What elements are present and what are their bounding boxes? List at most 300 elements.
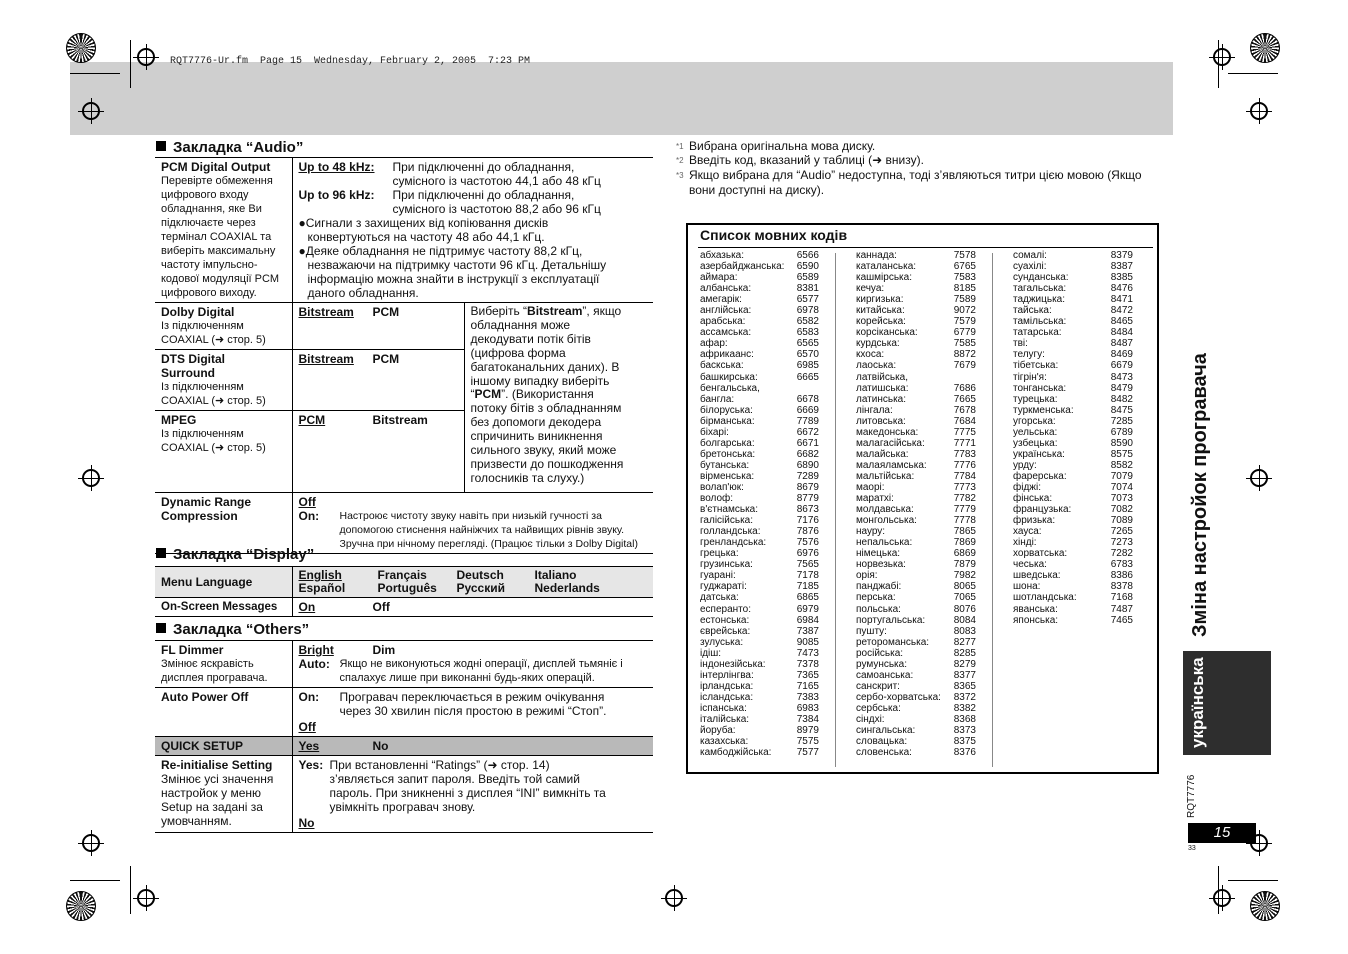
crop-mark (130, 40, 131, 88)
option-pcm[interactable]: PCM (298, 413, 326, 427)
language-code: 8471 (1110, 294, 1133, 306)
language-name: орія: (856, 570, 878, 582)
language-code: 7282 (1110, 548, 1133, 560)
language-code: 8277 (953, 636, 976, 648)
language-code: 8368 (953, 713, 976, 725)
language-code-entry (700, 294, 819, 305)
bitstream-note: Виберіть “Bitstream”, якщо обладнання може декодувати потік бітів (цифрова форма багатоканальних даних). В іншому випадку виберіть “PCM”. (Використання потоку бітів з обладнанням без допомоги декодера спричинить виникнення сильного звуку, який може призвести до пошкодження голосників та слуху.) (464, 303, 653, 493)
option-bitstream[interactable]: Bitstream (298, 352, 354, 366)
crosshair-icon (665, 889, 683, 907)
language-code-entry (856, 394, 976, 405)
language-code: 7265 (1110, 526, 1133, 538)
language-code-entry (700, 261, 819, 272)
language-code: 6789 (1110, 426, 1133, 438)
language-code: 6976 (796, 548, 819, 560)
side-section-title: Зміна настройок програвача (1189, 353, 1211, 637)
square-bullet-icon (156, 623, 166, 633)
language-code: 8590 (1110, 437, 1133, 449)
language-name: корейська: (856, 316, 906, 328)
language-code-entry (700, 670, 819, 681)
language-code: 6671 (796, 437, 819, 449)
language-code: 7879 (953, 559, 976, 571)
language-name: кхоса: (856, 349, 885, 361)
table-row (155, 688, 653, 737)
language-name: тайська: (1013, 305, 1052, 317)
language-name: амегарік: (700, 294, 742, 306)
option-no[interactable]: No (298, 816, 315, 830)
language-name: волоф: (700, 493, 734, 505)
language-name: узбецька: (1013, 437, 1058, 449)
language-name: сіндхі: (856, 713, 885, 725)
language-code: 7082 (1110, 504, 1133, 516)
language-code-entry (700, 626, 819, 637)
language-code-entry (856, 294, 976, 305)
quick-setup-options (292, 737, 653, 756)
option-deutsch[interactable]: Deutsch (456, 568, 504, 582)
language-code: 6779 (953, 327, 976, 339)
option-auto[interactable]: Auto: (298, 657, 330, 671)
language-code: 6890 (796, 459, 819, 471)
registration-rose-icon (66, 33, 96, 63)
language-code: 8285 (953, 647, 976, 659)
language-code-entry (1013, 272, 1133, 283)
crop-mark (130, 866, 131, 914)
option-off[interactable]: Off (298, 720, 316, 734)
language-code: 7073 (1110, 493, 1133, 505)
option-nederlands[interactable]: Nederlands (534, 581, 600, 595)
fl-dimmer-label: FL Dimmer Змінює яскравість дисплея програвача. (155, 641, 292, 688)
mpeg-options (292, 411, 464, 493)
display-section-title: Закладка “Display” (156, 546, 314, 563)
language-name: афар: (700, 338, 728, 350)
footnote-2: *2 Введіть код, вказаний у таблиці (➜ внизу). (676, 153, 924, 167)
language-code: 8373 (953, 725, 976, 737)
language-name: яванська: (1013, 603, 1058, 615)
language-code: 7578 (953, 250, 976, 261)
language-name: латишська: (856, 382, 909, 394)
language-name: санскрит: (856, 680, 900, 692)
osm-options (292, 598, 653, 617)
option-espanol[interactable]: Español (298, 581, 346, 595)
language-code-entry (856, 416, 976, 427)
language-code-entry (1013, 250, 1133, 261)
language-code-entry (1013, 438, 1133, 449)
language-code: 8185 (953, 283, 976, 295)
language-code-entry (1013, 460, 1133, 471)
language-code-entry (1013, 581, 1133, 592)
divider (992, 253, 993, 767)
language-code: 8377 (953, 669, 976, 681)
language-code: 7782 (953, 493, 976, 505)
table-row (155, 598, 653, 617)
option-on[interactable]: On: (298, 509, 320, 523)
language-name: арабська: (700, 316, 746, 328)
language-code: 8387 (1110, 261, 1133, 273)
language-code-entry (700, 427, 819, 438)
others-settings-table (155, 640, 653, 833)
language-name: естонська: (700, 614, 750, 626)
language-name: хауса: (1013, 526, 1042, 538)
language-name: ідіш: (700, 647, 722, 659)
language-code-entry (1013, 570, 1133, 581)
language-code-entry (700, 747, 819, 758)
language-code-entry (1013, 493, 1133, 504)
language-code-entry (1013, 482, 1133, 493)
language-code-entry (1013, 349, 1133, 360)
option-no[interactable]: No (372, 739, 389, 753)
language-code-entry (856, 372, 976, 383)
small-page-code: 33 (1188, 845, 1196, 852)
crop-mark (70, 880, 120, 881)
language-name: тібетська: (1013, 360, 1059, 372)
language-name: самоанська: (856, 669, 914, 681)
language-name: лаоська: (856, 360, 897, 372)
code-column-3 (1013, 250, 1133, 626)
language-name: бенгальська, (700, 382, 760, 394)
language-name: науру: (856, 526, 886, 538)
language-code: 8575 (1110, 448, 1133, 460)
option-portugues[interactable]: Português (377, 581, 437, 595)
crop-mark (1218, 40, 1219, 88)
language-code-entry (856, 637, 976, 648)
language-name: тамільська: (1013, 316, 1067, 328)
crosshair-icon (137, 48, 155, 66)
language-code-entry (1013, 592, 1133, 603)
language-code-entry (700, 471, 819, 482)
audio-section-title: Закладка “Audio” (156, 139, 303, 156)
language-code-entry (856, 405, 976, 416)
language-name: пушту: (856, 625, 887, 637)
language-name: єврейська: (700, 625, 751, 637)
language-code-entry (700, 681, 819, 692)
option-up-to-48[interactable]: Up to 48 kHz: (298, 160, 375, 174)
language-code-entry (1013, 383, 1133, 394)
option-off[interactable]: Off (298, 495, 316, 509)
language-code: 7089 (1110, 515, 1133, 527)
language-name: ассамська: (700, 327, 752, 339)
language-name: словенська: (856, 747, 912, 759)
option-yes[interactable]: Yes (298, 739, 320, 753)
language-code-entry (1013, 615, 1133, 626)
crop-mark (1228, 73, 1278, 74)
language-name: молдавська: (856, 504, 914, 516)
language-code-entry (856, 736, 976, 747)
language-name: малаяламська: (856, 459, 927, 471)
language-code-entry (856, 626, 976, 637)
language-code: 8475 (1110, 404, 1133, 416)
language-code: 8487 (1110, 338, 1133, 350)
language-code: 7185 (796, 581, 819, 593)
crosshair-icon (1250, 469, 1268, 487)
page-number: 15 (1188, 823, 1256, 843)
option-up-to-96[interactable]: Up to 96 kHz: (298, 188, 375, 202)
language-code: 8372 (953, 691, 976, 703)
option-dim[interactable]: Dim (372, 643, 396, 657)
language-code: 7579 (953, 316, 976, 328)
language-name: гуарані: (700, 570, 736, 582)
language-code-entry (856, 604, 976, 615)
language-code: 8065 (953, 581, 976, 593)
language-code: 6679 (1110, 360, 1133, 372)
language-code-entry (700, 725, 819, 736)
language-code: 7771 (953, 437, 976, 449)
language-name: японська: (1013, 614, 1059, 626)
language-name: українська: (1013, 448, 1065, 460)
language-code-entry (856, 537, 976, 548)
language-code: 7776 (953, 459, 976, 471)
language-code-entry (856, 515, 976, 526)
option-pcm[interactable]: PCM (372, 305, 400, 319)
dts-options (292, 350, 464, 411)
language-code-entry (1013, 416, 1133, 427)
code-column-1 (700, 250, 819, 758)
language-name: гренландська: (700, 537, 767, 549)
language-code-entry (856, 427, 976, 438)
option-off[interactable]: Off (372, 600, 390, 614)
language-code-entry (700, 327, 819, 338)
language-name: башкирська: (700, 371, 758, 383)
language-code: 7686 (953, 382, 976, 394)
language-code: 7074 (1110, 481, 1133, 493)
option-bitstream[interactable]: Bitstream (298, 305, 354, 319)
language-name: курдська: (856, 338, 900, 350)
language-code: 7378 (796, 658, 819, 670)
language-name: латинська: (856, 393, 907, 405)
table-row (155, 641, 653, 688)
language-name: турецька: (1013, 393, 1058, 405)
language-code-entry (1013, 360, 1133, 371)
language-name: татарська: (1013, 327, 1062, 339)
language-code-entry (856, 250, 976, 261)
language-code: 7982 (953, 570, 976, 582)
reinit-options: Yes: При встановленні “Ratings” (➜ стор. 14) з’являється запит пароля. Введіть той самий пароль. При зникненні з дисплея “INI” вимкніть та увімкніть програвач знову. No (292, 756, 653, 833)
language-name: угорська: (1013, 415, 1056, 427)
language-code: 7285 (1110, 415, 1133, 427)
language-code-entry (856, 283, 976, 294)
language-code: 6979 (796, 603, 819, 615)
language-code-entry (856, 659, 976, 670)
language-code-entry (700, 581, 819, 592)
language-name: тві: (1013, 338, 1028, 350)
language-name: галісійська: (700, 515, 753, 527)
language-code-entry (700, 493, 819, 504)
language-name: німецька: (856, 548, 901, 560)
mpeg-label: MPEG Із підключенням COAXIAL (➜ стор. 5) (155, 411, 292, 493)
language-code: 6665 (796, 371, 819, 383)
language-code-entry (1013, 537, 1133, 548)
code-column-2 (856, 250, 976, 758)
language-code-entry (856, 548, 976, 559)
language-code-entry (700, 438, 819, 449)
language-code: 8375 (953, 736, 976, 748)
language-code: 7583 (953, 272, 976, 284)
language-name: словацька: (856, 736, 908, 748)
language-name: каталанська: (856, 261, 917, 273)
language-code-entry (700, 272, 819, 283)
language-name: англійська: (700, 305, 752, 317)
language-code-entry (700, 383, 819, 394)
language-code: 8084 (953, 614, 976, 626)
audio-settings-table (155, 157, 653, 554)
language-name: італійська: (700, 713, 750, 725)
language-code-entry (1013, 283, 1133, 294)
language-code-entry (856, 504, 976, 515)
language-name: мальтійська: (856, 470, 915, 482)
language-code-entry (856, 670, 976, 681)
language-name: абхазька: (700, 250, 745, 261)
language-code: 7775 (953, 426, 976, 438)
language-code-entry (856, 438, 976, 449)
language-code: 8872 (953, 349, 976, 361)
option-russian[interactable]: Русский (456, 581, 505, 595)
language-code-entry (700, 349, 819, 360)
language-name: каннада: (856, 250, 897, 261)
language-code-entry (856, 615, 976, 626)
language-code-entry (700, 703, 819, 714)
option-francais[interactable]: Français (377, 568, 427, 582)
crop-mark (70, 73, 120, 74)
language-code: 8469 (1110, 349, 1133, 361)
option-english[interactable]: English (298, 568, 342, 582)
option-on[interactable]: On: (298, 690, 320, 704)
language-code: 7065 (953, 592, 976, 604)
model-code: RQT7776 (1186, 774, 1197, 818)
language-code: 8381 (796, 283, 819, 295)
header-banner (70, 62, 1173, 135)
language-name: лінгала: (856, 404, 893, 416)
language-code-entry (856, 449, 976, 460)
language-code: 6765 (953, 261, 976, 273)
language-code: 8476 (1110, 283, 1133, 295)
language-code-entry (700, 659, 819, 670)
language-name: малайська: (856, 448, 909, 460)
language-code-entry (856, 261, 976, 272)
language-code-entry (1013, 515, 1133, 526)
language-code-entry (1013, 548, 1133, 559)
language-name: сербо-хорватська: (856, 691, 941, 703)
language-code: 9085 (796, 636, 819, 648)
language-code-entry (700, 504, 819, 515)
language-code: 6590 (796, 261, 819, 273)
language-code: 6678 (796, 393, 819, 405)
language-code-entry (856, 327, 976, 338)
language-name: шведська: (1013, 570, 1061, 582)
language-name: фіджі: (1013, 481, 1041, 493)
language-name: датська: (700, 592, 739, 604)
language-code-entry (1013, 372, 1133, 383)
language-name: латвійська, (856, 371, 909, 383)
language-code-entry (1013, 327, 1133, 338)
pcm-options: Up to 48 kHz: При підключенні до обладнання, сумісного із частотою 44,1 або 48 кГц Up to 96 kHz: При підключенні до обладнання, сумісного із частотою 88,2 або 96 кГц ●Сигнали з захищених від копіювання дисків конвертуються на частоту 48 або 44,1 кГц. ●Деяке обладнання не підтримує частоту 88,2 кГц, незважаючи на підтримку частоти 96 кГц. Детальнішу інформацію можна знайти в інструкції з експлуатації даного обладнання. (292, 158, 653, 303)
language-code: 8465 (1110, 316, 1133, 328)
language-name: грузинська: (700, 559, 753, 571)
language-code: 6589 (796, 272, 819, 284)
crosshair-icon (82, 102, 100, 120)
display-settings-table (155, 566, 653, 617)
language-code: 7577 (796, 747, 819, 759)
language-code: 7289 (796, 470, 819, 482)
language-code-entry (856, 316, 976, 327)
option-bitstream[interactable]: Bitstream (372, 413, 428, 427)
language-code-entry (856, 559, 976, 570)
language-code-entry (700, 338, 819, 349)
language-code: 7473 (796, 647, 819, 659)
language-code: 6672 (796, 426, 819, 438)
language-code: 7178 (796, 570, 819, 582)
language-name: таджицька: (1013, 294, 1066, 306)
language-code-entry (856, 305, 976, 316)
crosshair-icon (82, 469, 100, 487)
language-code-entry (700, 250, 819, 261)
option-on[interactable]: On (298, 600, 316, 614)
crosshair-icon (82, 834, 100, 852)
language-code-entry (1013, 559, 1133, 570)
language-name: шона: (1013, 581, 1041, 593)
language-code-entry (856, 581, 976, 592)
language-name: монгольська: (856, 515, 917, 527)
language-code-entry (700, 372, 819, 383)
language-code-entry (700, 316, 819, 327)
language-code-entry (1013, 449, 1133, 460)
quick-setup-label: QUICK SETUP (155, 737, 292, 756)
language-code: 7678 (953, 404, 976, 416)
language-code: 6978 (796, 305, 819, 317)
language-code-entry (700, 570, 819, 581)
language-code-entry (700, 482, 819, 493)
language-code: 6783 (1110, 559, 1133, 571)
language-code-entry (1013, 427, 1133, 438)
crop-mark (1218, 866, 1219, 914)
language-name: зулуська: (700, 636, 744, 648)
option-italiano[interactable]: Italiano (534, 568, 577, 582)
language-name: бангла: (700, 393, 735, 405)
language-name: маорі: (856, 481, 885, 493)
language-name: гуджараті: (700, 581, 747, 593)
language-code: 7779 (953, 504, 976, 516)
language-code-entry (700, 692, 819, 703)
language-name: інтерлінгва: (700, 669, 754, 681)
option-bright[interactable]: Bright (298, 643, 334, 657)
language-name: тонганська: (1013, 382, 1067, 394)
language-name: литовська: (856, 415, 906, 427)
language-name: болгарська: (700, 437, 755, 449)
language-name: фарерська: (1013, 470, 1067, 482)
language-code: 7783 (953, 448, 976, 460)
option-yes[interactable]: Yes: (298, 758, 324, 772)
language-name: біхарі: (700, 426, 729, 438)
language-code-entry (856, 747, 976, 758)
language-code-entry (1013, 294, 1133, 305)
language-code: 7387 (796, 625, 819, 637)
menu-language-label: Menu Language (155, 567, 292, 598)
option-pcm[interactable]: PCM (372, 352, 400, 366)
language-name: корсіканська: (856, 327, 918, 339)
language-code-entry (856, 272, 976, 283)
language-code: 7865 (953, 526, 976, 538)
pcm-note-1: ●Сигнали з захищених від копіювання дисків конвертуються на частоту 48 або 44,1 кГц. (298, 216, 549, 244)
language-code: 7273 (1110, 537, 1133, 549)
language-name: бутанська: (700, 459, 750, 471)
language-code-entry (856, 383, 976, 394)
language-code: 7585 (953, 338, 976, 350)
language-code: 8472 (1110, 305, 1133, 317)
table-row (155, 303, 653, 350)
language-code-entry (1013, 405, 1133, 416)
language-code: 6570 (796, 349, 819, 361)
language-code-entry (700, 460, 819, 471)
language-code-entry (700, 648, 819, 659)
language-code: 7869 (953, 537, 976, 549)
